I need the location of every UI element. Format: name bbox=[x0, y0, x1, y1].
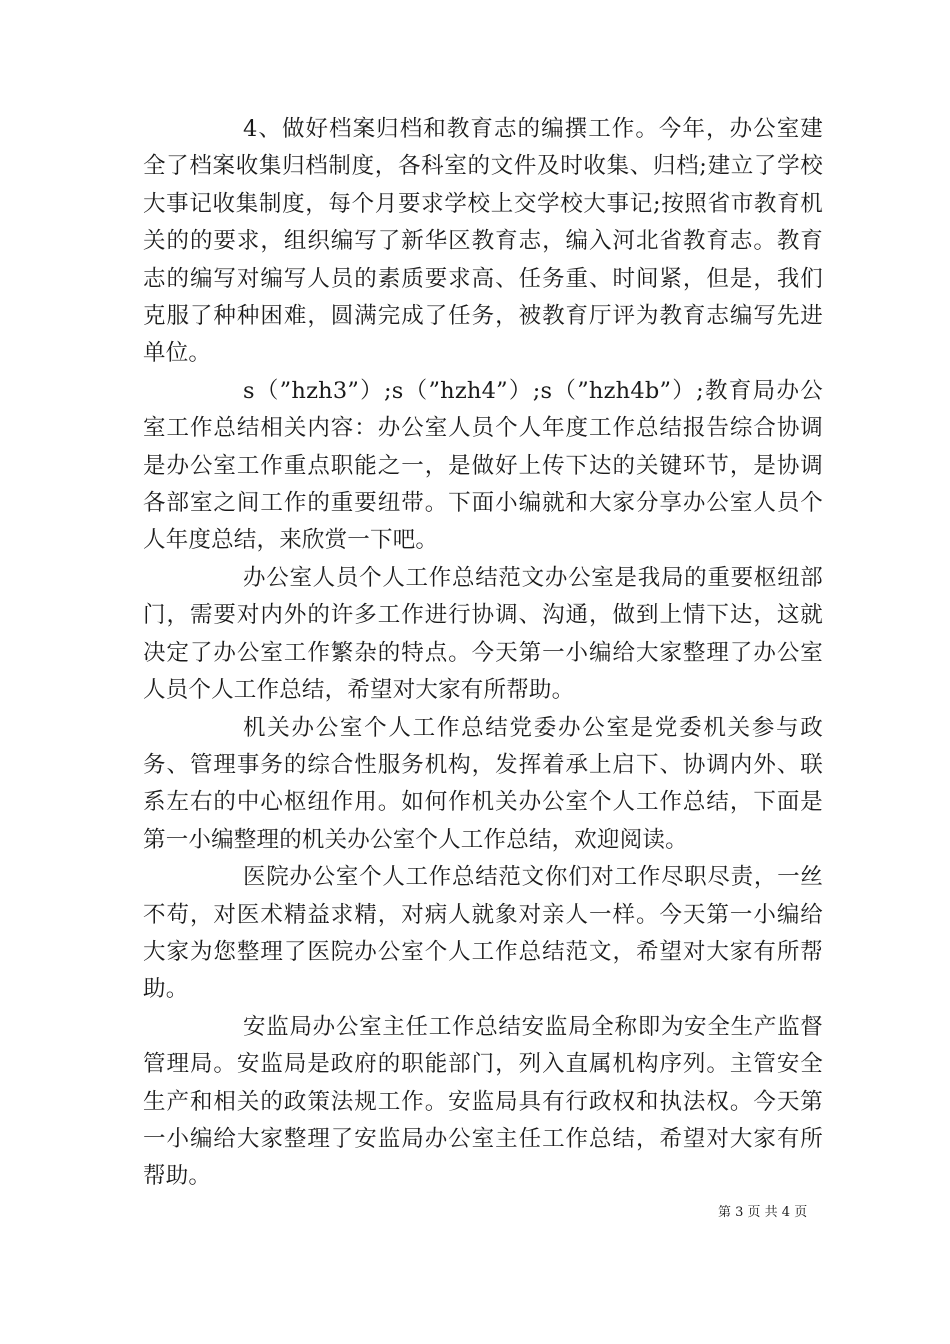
page-footer bbox=[0, 1203, 950, 1223]
paragraph-party-office: 机关办公室个人工作总结党委办公室是党委机关参与政务、管理事务的综合性服务机构，发挥着承上启下、协调内外、联系左右的中心枢纽作用。如何作机关办公室个人工作总结，下面是第一小编整理的机关办公室个人工作总结，欢迎阅读。 bbox=[143, 714, 823, 853]
paragraph-education-bureau: s（”hzh3”）;s（”hzh4”）;s（”hzh4b”）;教育局办公室工作总结相关内容：办公室人员个人年度工作总结报告综合协调是办公室工作重点职能之一，是做好上传下达的关键环节，是协调各部室之间工作的重要纽带。下面小编就和大家分享办公室人员个人年度总结，来欣赏一下吧。 bbox=[143, 377, 823, 554]
paragraph-hospital-office: 医院办公室个人工作总结范文你们对工作尽职尽责，一丝不苟，对医术精益求精，对病人就象对亲人一样。今天第一小编给大家为您整理了医院办公室个人工作总结范文，希望对大家有所帮助。 bbox=[143, 864, 823, 1003]
page-number: 第 3 页 共 4 页 bbox=[718, 1205, 808, 1220]
paragraph-archives: 4、做好档案归档和教育志的编撰工作。今年，办公室建全了档案收集归档制度，各科室的文件及时收集、归档;建立了学校大事记收集制度，每个月要求学校上交学校大事记;按照省市教育机关的的要求，组织编写了新华区教育志，编入河北省教育志。教育志的编写对编写人员的素质要求高、任务重、时间紧，但是，我们克服了种种困难，圆满完成了任务，被教育厅评为教育志编写先进单位。 bbox=[143, 116, 823, 367]
document-body bbox=[143, 111, 823, 1196]
paragraph-safety-bureau: 安监局办公室主任工作总结安监局全称即为安全生产监督管理局。安监局是政府的职能部门，列入直属机构序列。主管安全生产和相关的政策法规工作。安监局具有行政权和执法权。今天第一小编给大家整理了安监局办公室主任工作总结，希望对大家有所帮助。 bbox=[143, 1013, 823, 1190]
paragraph-office-staff: 办公室人员个人工作总结范文办公室是我局的重要枢纽部门，需要对内外的许多工作进行协调、沟通，做到上情下达，这就决定了办公室工作繁杂的特点。今天第一小编给大家整理了办公室人员个人工作总结，希望对大家有所帮助。 bbox=[143, 564, 823, 704]
